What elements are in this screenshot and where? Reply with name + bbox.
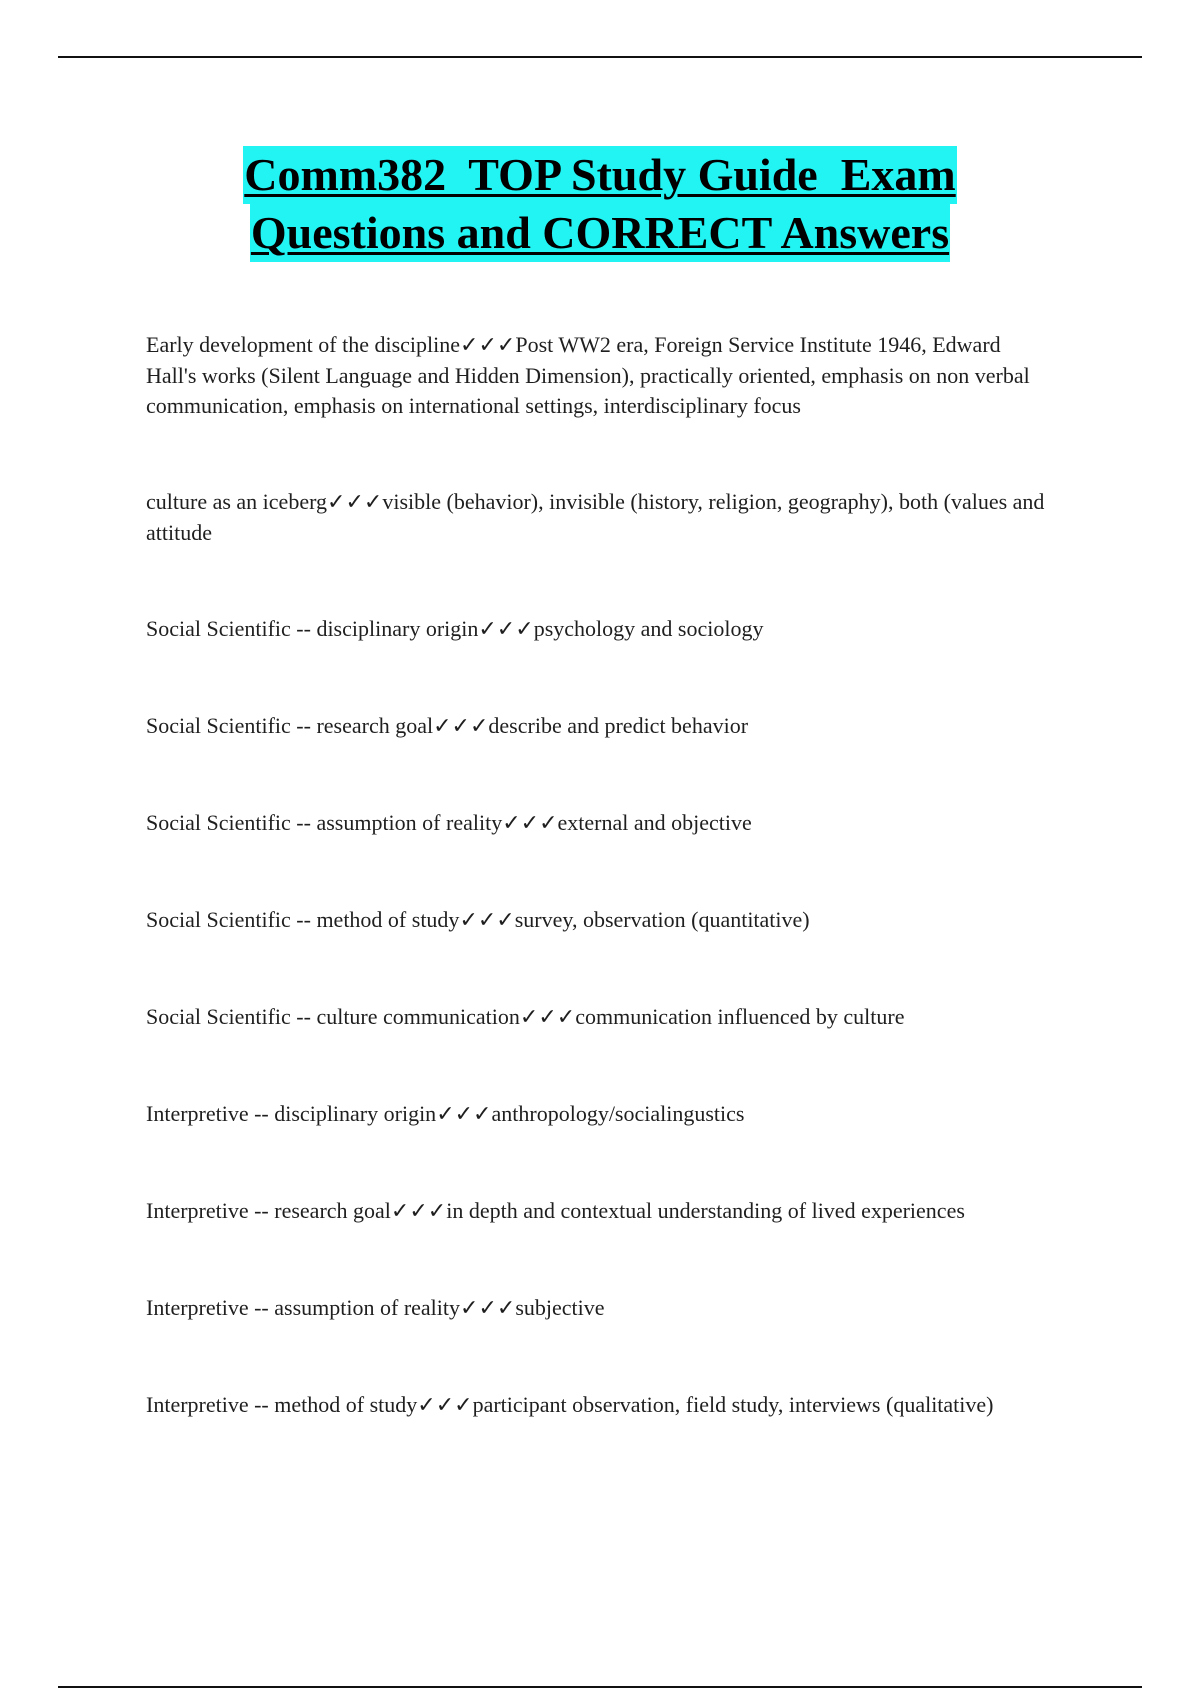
triple-check-icon: ✓✓✓ (436, 1102, 492, 1127)
question-text: Social Scientific -- disciplinary origin (146, 616, 479, 641)
qa-item (146, 905, 1056, 936)
answer-text: describe and predict behavior (488, 713, 749, 738)
triple-check-icon: ✓✓✓ (327, 490, 383, 515)
qa-item (146, 330, 1056, 421)
qa-item (146, 487, 1056, 548)
question-text: Interpretive -- disciplinary origin (146, 1101, 437, 1126)
answer-text: participant observation, field study, interviews (qualitative) (472, 1392, 994, 1417)
question-text: Interpretive -- assumption of reality (146, 1295, 461, 1320)
qa-item (146, 808, 1056, 839)
bottom-divider (58, 1686, 1142, 1688)
answer-text: external and objective (557, 810, 752, 835)
question-text: Social Scientific -- method of study (146, 907, 460, 932)
question-text: Early development of the discipline (146, 332, 461, 357)
question-text: Social Scientific -- research goal (146, 713, 434, 738)
triple-check-icon: ✓✓✓ (433, 714, 489, 739)
answer-text: subjective (515, 1295, 605, 1320)
answer-text: in depth and contextual understanding of lived experiences (446, 1198, 965, 1223)
answer-text: psychology and sociology (533, 616, 764, 641)
triple-check-icon: ✓✓✓ (417, 1393, 473, 1418)
qa-item (146, 1002, 1056, 1033)
answer-text: survey, observation (quantitative) (514, 907, 810, 932)
triple-check-icon: ✓✓✓ (460, 333, 516, 358)
triple-check-icon: ✓✓✓ (478, 617, 534, 642)
triple-check-icon: ✓✓✓ (390, 1199, 447, 1224)
question-text: Social Scientific -- culture communication (146, 1004, 520, 1029)
answer-text: Post WW2 era, Foreign Service Institute 1946, Edward Hall's works (Silent Language and Hidden Dimension), practically oriented, emphasis on non verbal communication, emphasis on international settings, interdisciplinary focus (146, 332, 1030, 418)
question-text: Interpretive -- method of study (146, 1392, 418, 1417)
answer-text: anthropology/socialingustics (491, 1101, 745, 1126)
document-title (0, 146, 1200, 262)
qa-item (146, 1196, 1056, 1227)
question-text: Social Scientific -- assumption of reality (146, 810, 503, 835)
qa-item (146, 1099, 1056, 1130)
qa-item (146, 711, 1056, 742)
triple-check-icon: ✓✓✓ (460, 1296, 516, 1321)
answer-text: communication influenced by culture (575, 1004, 905, 1029)
triple-check-icon: ✓✓✓ (459, 908, 515, 933)
question-text: Interpretive -- research goal (146, 1198, 391, 1223)
qa-list (146, 330, 1056, 1487)
qa-item (146, 1390, 1056, 1421)
title-line-1: Comm382 TOP Study Guide Exam (243, 146, 956, 204)
triple-check-icon: ✓✓✓ (502, 811, 558, 836)
title-line-2: Questions and CORRECT Answers (250, 204, 950, 262)
top-divider (58, 56, 1142, 58)
question-text: culture as an iceberg (146, 489, 328, 514)
qa-item (146, 1293, 1056, 1324)
qa-item (146, 614, 1056, 645)
triple-check-icon: ✓✓✓ (519, 1005, 576, 1030)
answer-text: visible (behavior), invisible (history, religion, geography), both (values and attitude (146, 489, 1045, 545)
